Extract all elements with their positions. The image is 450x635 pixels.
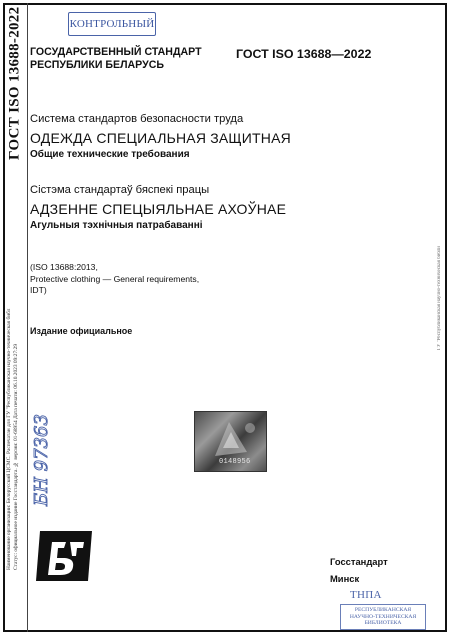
library-stamp xyxy=(340,604,426,630)
authority-line-2: РЕСПУБЛИКИ БЕЛАРУСЬ xyxy=(30,58,164,71)
handwritten-signature-icon xyxy=(30,402,54,508)
vertical-standard-code: ГОСТ ISO 13688-2022 xyxy=(6,6,23,160)
handwritten-inventory-number xyxy=(30,402,54,508)
hologram-sticker xyxy=(194,411,267,472)
system-title-by: Сістэма стандартаў бяспекі працы xyxy=(30,184,210,196)
margin-rule xyxy=(27,3,28,632)
iso-reference-line-3: IDT) xyxy=(30,285,47,295)
document-subtitle-ru: Общие технические требования xyxy=(30,149,190,160)
control-stamp: КОНТРОЛЬНЫЙ xyxy=(68,12,156,36)
publisher xyxy=(330,553,388,587)
library-stamp-line-1: РЕСПУБЛИКАНСКАЯ xyxy=(354,607,412,613)
hologram-serial: 0148956 xyxy=(219,458,251,466)
iso-reference-line-2: Protective clothing — General requirements, xyxy=(30,273,200,284)
library-stamp-line-3: БИБЛИОТЕКА xyxy=(364,620,402,627)
system-title-ru: Система стандартов безопасности труда xyxy=(30,113,244,125)
right-edge-print-line: ГУ "Республиканская научно-техническая библи xyxy=(437,246,442,350)
authority-line-1: ГОСУДАРСТВЕННЫЙ СТАНДАРТ xyxy=(30,46,202,58)
document-title-ru: ОДЕЖДА СПЕЦИАЛЬНАЯ ЗАЩИТНАЯ xyxy=(30,130,291,146)
service-print-line-1: Наименование организации: Белорусский ЦСМС. Распечатан для ГУ "Республиканская научно-техническая библ xyxy=(6,308,12,570)
gosstandart-logo xyxy=(32,528,96,584)
publisher-city: Минск xyxy=(330,573,360,584)
svg-text:БН 97363: БН 97363 xyxy=(31,414,52,506)
library-stamp-line-2: НАУЧНО-ТЕХНИЧЕСКАЯ xyxy=(349,613,417,620)
gosstandart-logo-icon xyxy=(32,528,96,584)
document-subtitle-by: Агульныя тэхнічныя патрабаванні xyxy=(30,220,203,231)
standard-number: ГОСТ ISO 13688—2022 xyxy=(236,47,372,61)
edition-label: Издание официальное xyxy=(30,326,133,336)
document-title-by: АДЗЕННЕ СПЕЦЫЯЛЬНАЕ АХОЎНАЕ xyxy=(30,201,287,217)
iso-reference xyxy=(30,262,310,297)
service-print-line-2: Статус: официальное издание Госстандарта. № версии: 01-68954 Дата печати: 06.10.2023 09:27:29 xyxy=(13,343,19,570)
publisher-name: Госстандарт xyxy=(330,556,388,567)
iso-reference-line-1: (ISO 13688:2013, xyxy=(30,262,98,272)
library-code-stamp: ТНПА xyxy=(350,589,382,601)
issuing-authority xyxy=(30,46,230,71)
